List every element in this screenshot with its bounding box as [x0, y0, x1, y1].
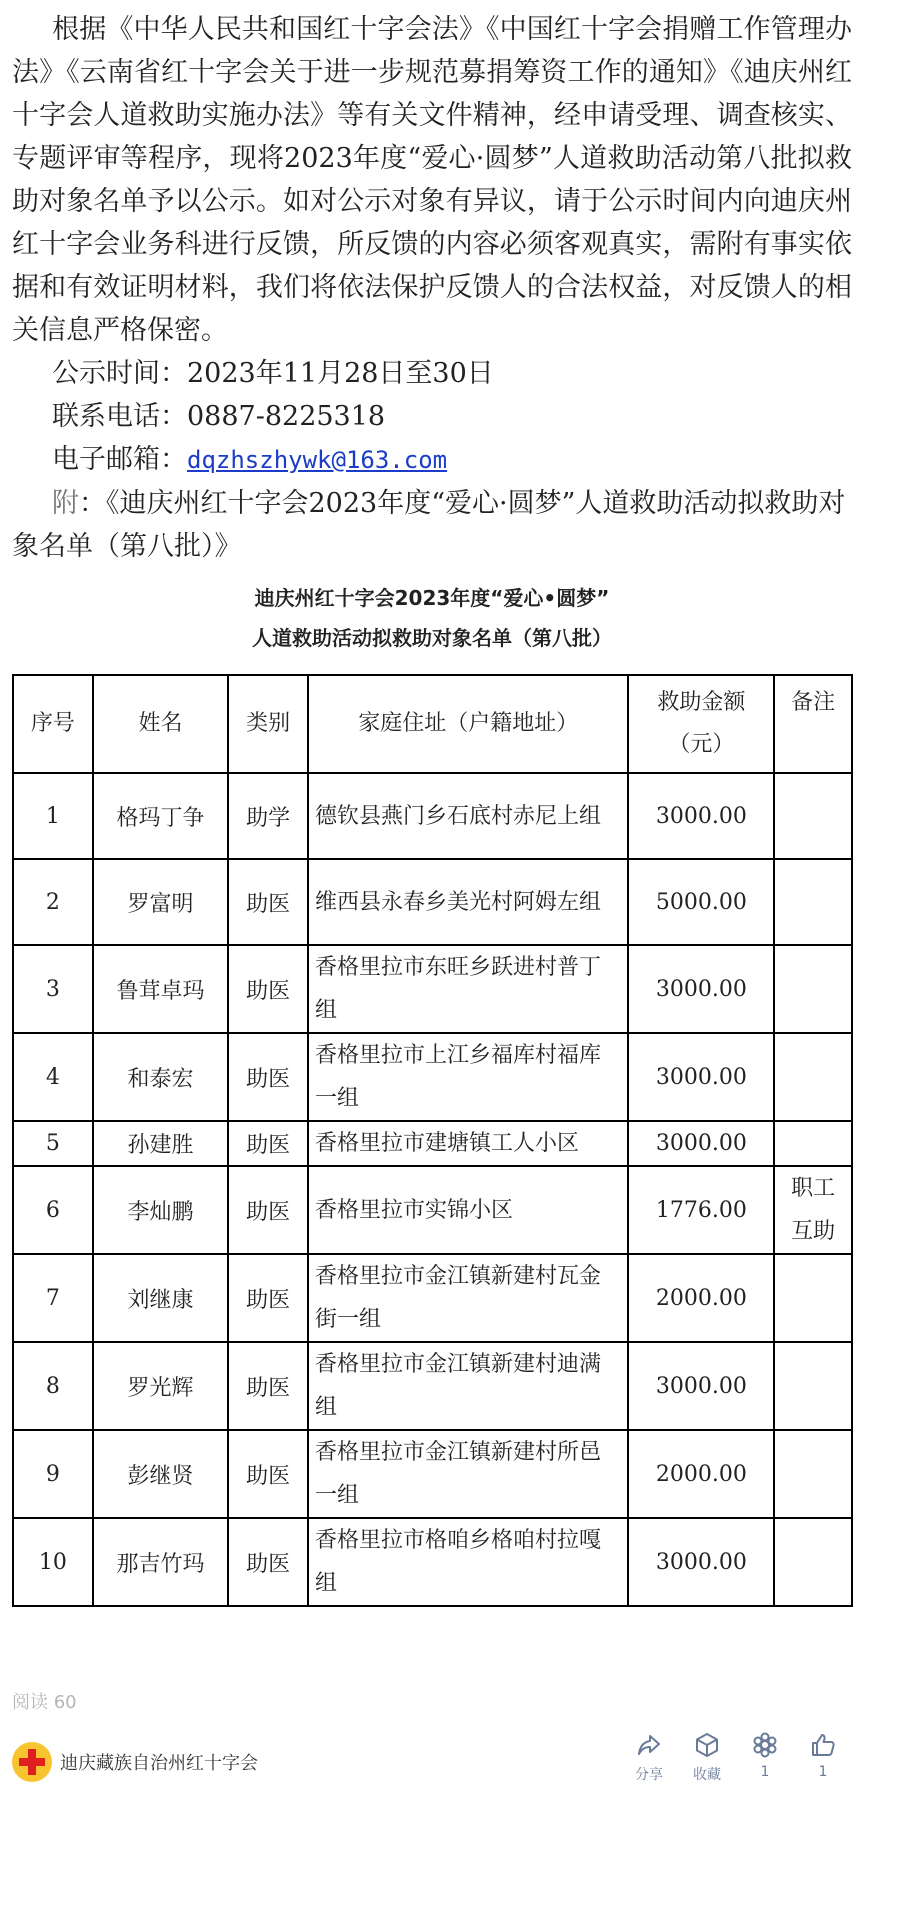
favorite-button[interactable]: 收藏 — [678, 1732, 736, 1784]
account-name: 迪庆藏族自治州红十字会 — [60, 1753, 258, 1774]
like-button[interactable]: 1 — [794, 1732, 852, 1784]
header-no: 序号 — [13, 675, 93, 773]
like-icon — [810, 1732, 836, 1758]
table-row: 6 李灿鹏 助医 香格里拉市实锦小区 1776.00 职工互助 — [13, 1166, 852, 1254]
article-footer — [12, 1742, 852, 1812]
table-row: 1 格玛丁争 助学 德钦县燕门乡石底村赤尼上组 3000.00 — [13, 773, 852, 859]
intro-paragraph — [12, 8, 852, 352]
table-title-line1: 迪庆州红十字会2023年度“爱心•圆梦” — [254, 586, 610, 610]
table-row: 9 彭继贤 助医 香格里拉市金江镇新建村所邑一组 2000.00 — [13, 1430, 852, 1518]
table-header-row — [13, 675, 852, 773]
header-address: 家庭住址（户籍地址） — [308, 675, 629, 773]
recommend-icon — [752, 1732, 778, 1758]
header-note: 备注 — [774, 675, 852, 773]
red-cross-logo-icon — [12, 1742, 52, 1782]
table-row: 8 罗光辉 助医 香格里拉市金江镇新建村迪满组 3000.00 — [13, 1342, 852, 1430]
email-link[interactable]: dqzhszhywk@163.com — [187, 446, 448, 474]
share-button[interactable]: 分享 — [620, 1732, 678, 1784]
publicity-time: 公示时间：2023年11月28日至30日 — [52, 358, 494, 389]
attachment-note: 附：《迪庆州红十字会2023年度“爱心·圆梦”人道救助活动拟救助对象名单（第八批）》 — [12, 488, 846, 562]
share-icon — [636, 1732, 662, 1758]
contact-phone: 联系电话：0887-8225318 — [52, 401, 386, 432]
header-name: 姓名 — [93, 675, 228, 773]
header-amount: 救助金额 （元） — [628, 675, 774, 773]
table-row: 4 和泰宏 助医 香格里拉市上江乡福库村福库一组 3000.00 — [13, 1033, 852, 1121]
article-body — [12, 0, 852, 658]
contact-email: 电子邮箱：dqzhszhywk@163.com — [52, 444, 448, 475]
table-row: 5 孙建胜 助医 香格里拉市建塘镇工人小区 3000.00 — [13, 1121, 852, 1166]
favorite-icon — [694, 1732, 720, 1758]
table-title-line2: 人道救助活动拟救助对象名单（第八批） — [252, 626, 612, 650]
header-type: 类别 — [228, 675, 308, 773]
relief-list-table — [12, 674, 853, 1607]
read-count: 阅读 60 — [12, 1692, 77, 1713]
account-brand[interactable] — [12, 1742, 258, 1782]
table-row: 3 鲁茸卓玛 助医 香格里拉市东旺乡跃进村普丁组 3000.00 — [13, 945, 852, 1033]
intro-text: 根据《中华人民共和国红十字会法》《中国红十字会捐赠工作管理办法》《云南省红十字会关于进一步规范募捐筹资工作的通知》《迪庆州红十字会人道救助实施办法》等有关文件精神，经申请受理、调查核实、专题评审等程序，现将2023年度“爱心·圆梦”人道救助活动第八批拟救助对象名单予以公示。如对公示对象有异议，请于公示时间内向迪庆州红十字会业务科进行反馈，所反馈的内容必须客观真实，需附有事实依据和有效证明材料，我们将依法保护反馈人的合法权益，对反馈人的相关信息严格保密。 — [12, 14, 852, 346]
table-row: 2 罗富明 助医 维西县永春乡美光村阿姆左组 5000.00 — [13, 859, 852, 945]
table-row: 7 刘继康 助医 香格里拉市金江镇新建村瓦金街一组 2000.00 — [13, 1254, 852, 1342]
action-bar — [620, 1732, 852, 1784]
table-row: 10 那吉竹玛 助医 香格里拉市格咱乡格咱村拉嘎组 3000.00 — [13, 1518, 852, 1606]
recommend-button[interactable]: 1 — [736, 1732, 794, 1784]
